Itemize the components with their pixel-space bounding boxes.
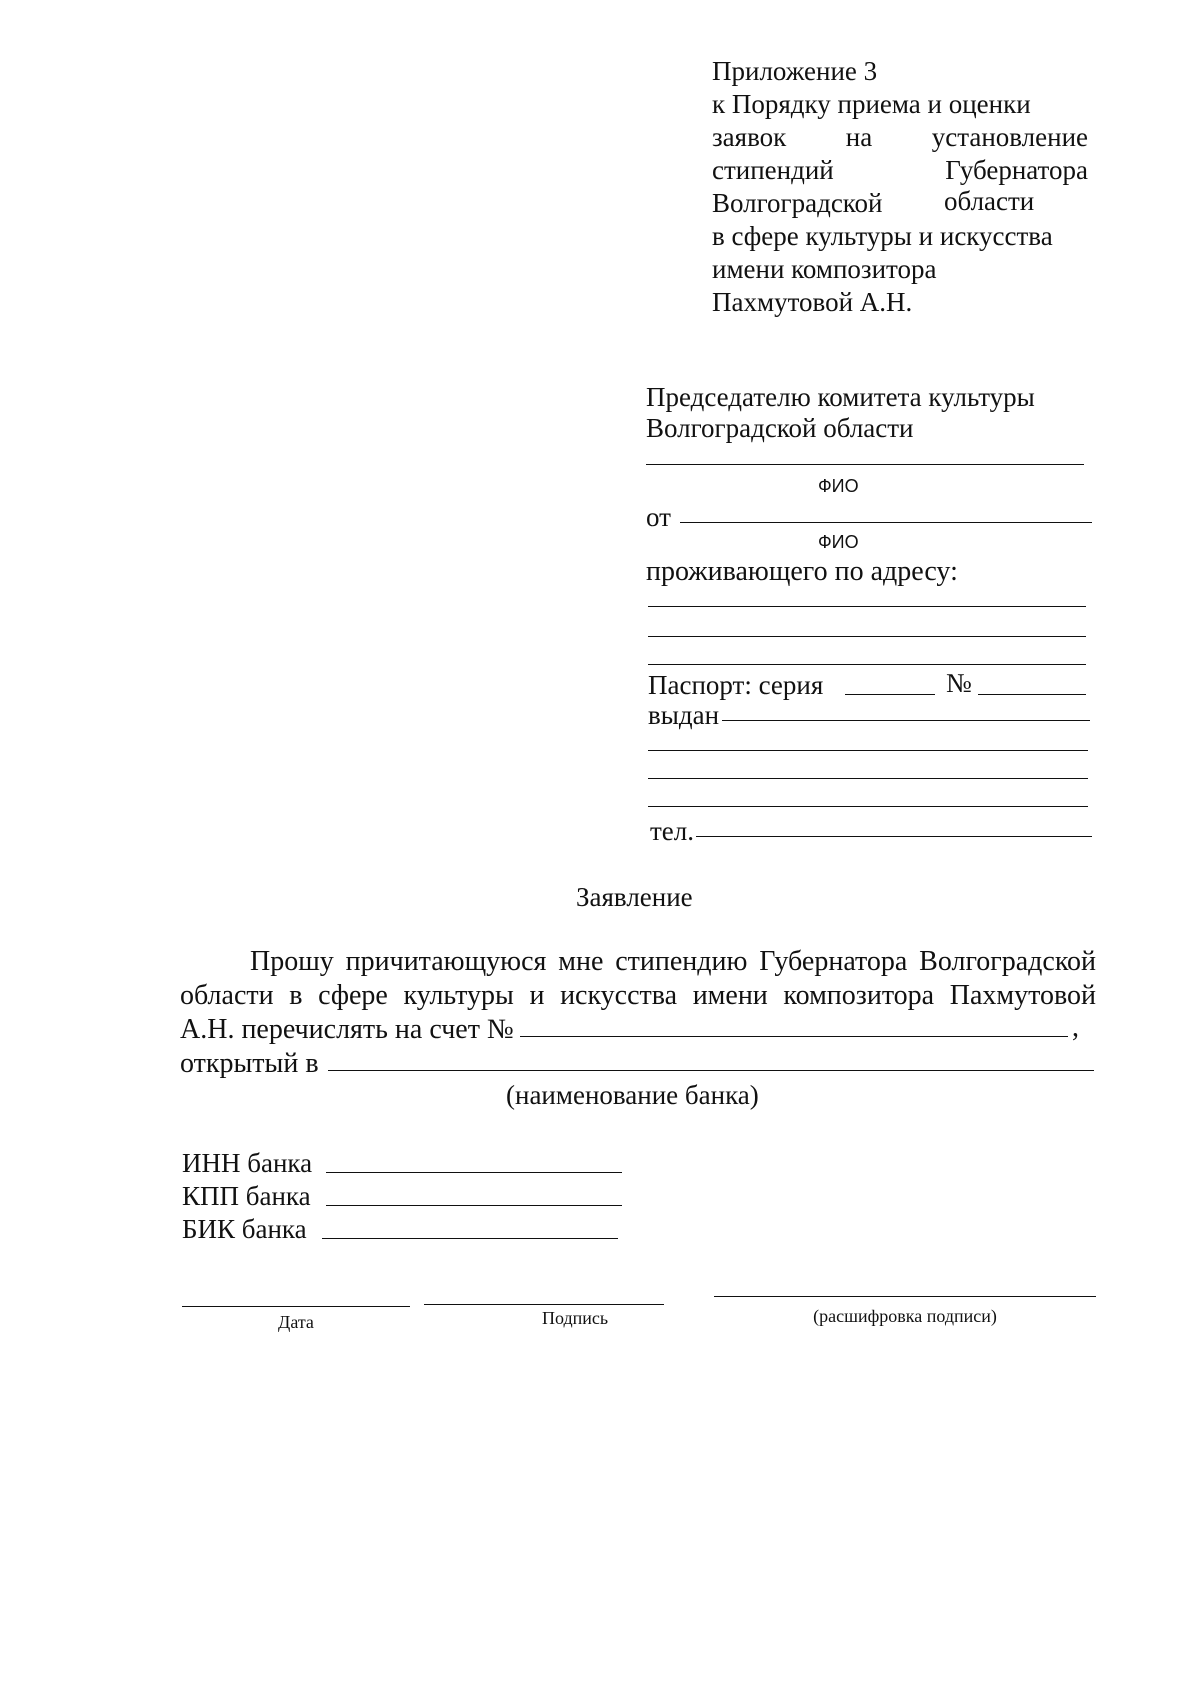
decoding-line[interactable] [714, 1296, 1096, 1297]
account-number-line[interactable] [520, 1036, 1068, 1037]
appendix-line: Волгоградской [712, 188, 883, 218]
issued-line[interactable] [648, 806, 1088, 807]
account-label: А.Н. перечислять на счет № [180, 1014, 514, 1045]
document-title: Заявление [576, 882, 693, 912]
addressee-line: Председателю комитета культуры [646, 382, 1035, 412]
issued-label: выдан [648, 700, 720, 730]
kpp-line[interactable] [326, 1205, 622, 1206]
appendix-line: в сфере культуры и искусства [712, 221, 1053, 251]
bik-label: БИК банка [182, 1214, 307, 1244]
issued-line[interactable] [648, 750, 1088, 751]
address-line[interactable] [648, 636, 1086, 637]
signature-caption: Подпись [542, 1308, 609, 1328]
address-label: проживающего по адресу: [646, 556, 958, 587]
appendix-line: к Порядку приема и оценки [712, 89, 1031, 119]
appendix-line: имени композитора [712, 254, 937, 284]
issued-line[interactable] [722, 720, 1090, 721]
decoding-caption: (расшифровка подписи) [813, 1306, 997, 1326]
bank-name-line[interactable] [328, 1070, 1094, 1071]
body-line: Прошу причитающуюся мне стипендию Губернатора Волгоградской [250, 946, 1096, 977]
fio-line[interactable] [646, 464, 1084, 465]
passport-number-line[interactable] [978, 694, 1086, 695]
fio-caption: ФИО [818, 476, 859, 496]
appendix-title: Приложение 3 [712, 56, 878, 86]
appendix-line: области [944, 186, 1035, 216]
addressee-line: Волгоградской области [646, 413, 914, 443]
passport-series-label: Паспорт: серия [648, 670, 824, 700]
appendix-line-justified: заявок на установление [712, 122, 1088, 152]
address-line[interactable] [648, 606, 1086, 607]
body-line: области в сфере культуры и искусства имени композитора Пахмутовой [180, 980, 1096, 1011]
issued-line[interactable] [648, 778, 1088, 779]
passport-number-label: № [946, 668, 972, 698]
appendix-line: Пахмутовой А.Н. [712, 287, 913, 317]
date-caption: Дата [278, 1312, 314, 1332]
opened-in-label: открытый в [180, 1048, 319, 1079]
account-comma: , [1072, 1012, 1079, 1043]
kpp-label: КПП банка [182, 1181, 311, 1211]
appendix-line-justified: стипендий Губернатора [712, 155, 1088, 185]
inn-label: ИНН банка [182, 1148, 313, 1178]
date-line[interactable] [182, 1306, 410, 1307]
bik-line[interactable] [322, 1238, 618, 1239]
passport-series-line[interactable] [845, 694, 935, 695]
address-line[interactable] [648, 664, 1086, 665]
inn-line[interactable] [326, 1172, 622, 1173]
fio-caption: ФИО [818, 532, 859, 552]
phone-label: тел. [650, 816, 695, 846]
signature-line[interactable] [424, 1304, 664, 1305]
phone-line[interactable] [696, 836, 1092, 837]
from-label: от [646, 502, 671, 532]
from-fio-line[interactable] [680, 522, 1092, 523]
bank-caption: (наименование банка) [506, 1080, 759, 1110]
